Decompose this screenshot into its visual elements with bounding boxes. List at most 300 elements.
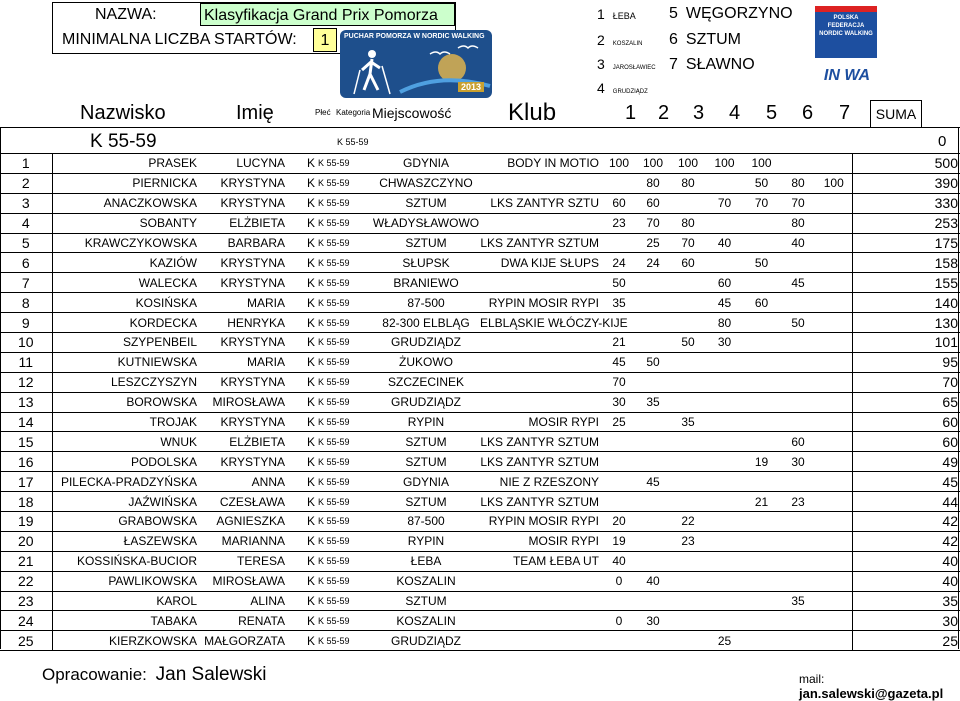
- round-7-points[interactable]: [816, 531, 852, 551]
- surname-cell[interactable]: WALECKA: [52, 273, 200, 293]
- row-number[interactable]: 25: [0, 631, 52, 651]
- round-5-points[interactable]: 50: [743, 253, 780, 273]
- round-6-points[interactable]: [780, 551, 816, 571]
- total-sum-cell[interactable]: 155: [852, 273, 960, 293]
- round-4-points[interactable]: [706, 531, 743, 551]
- total-sum-cell[interactable]: 40: [852, 571, 960, 591]
- surname-cell[interactable]: SZYPENBEIL: [52, 333, 200, 353]
- category-cell[interactable]: K 55-59: [318, 472, 372, 492]
- city-cell[interactable]: WŁADYSŁAWOWO: [372, 213, 480, 233]
- round-7-points[interactable]: [816, 412, 852, 432]
- surname-cell[interactable]: KAZIÓW: [52, 253, 200, 273]
- round-2-points[interactable]: [636, 372, 670, 392]
- row-number[interactable]: 5: [0, 233, 52, 253]
- round-7-points[interactable]: [816, 154, 852, 173]
- row-number[interactable]: 13: [0, 392, 52, 412]
- round-7-points[interactable]: [816, 631, 852, 651]
- surname-cell[interactable]: KRAWCZYKOWSKA: [52, 233, 200, 253]
- category-cell[interactable]: K 55-59: [318, 372, 372, 392]
- club-cell[interactable]: [480, 611, 602, 631]
- club-cell[interactable]: [480, 213, 602, 233]
- category-cell[interactable]: K 55-59: [318, 154, 372, 173]
- row-number[interactable]: 22: [0, 571, 52, 591]
- club-cell[interactable]: [480, 273, 602, 293]
- round-6-points[interactable]: [780, 472, 816, 492]
- category-cell[interactable]: K 55-59: [318, 173, 372, 193]
- surname-cell[interactable]: KOSSIŃSKA-BUCIOR: [52, 551, 200, 571]
- club-cell[interactable]: MOSIR RYPI: [480, 412, 602, 432]
- total-sum-cell[interactable]: 35: [852, 591, 960, 611]
- sex-cell[interactable]: K: [288, 392, 318, 412]
- row-number[interactable]: 12: [0, 372, 52, 392]
- round-2-points[interactable]: 40: [636, 571, 670, 591]
- first-name-cell[interactable]: ELŻBIETA: [200, 432, 288, 452]
- first-name-cell[interactable]: ANNA: [200, 472, 288, 492]
- round-5-points[interactable]: [743, 631, 780, 651]
- total-sum-cell[interactable]: 49: [852, 452, 960, 472]
- round-4-points[interactable]: 30: [706, 333, 743, 353]
- club-cell[interactable]: [480, 173, 602, 193]
- first-name-cell[interactable]: RENATA: [200, 611, 288, 631]
- sex-cell[interactable]: K: [288, 492, 318, 512]
- round-3-points[interactable]: [670, 352, 706, 372]
- round-3-points[interactable]: [670, 611, 706, 631]
- category-cell[interactable]: K 55-59: [318, 253, 372, 273]
- round-4-points[interactable]: [706, 432, 743, 452]
- round-2-points[interactable]: 45: [636, 472, 670, 492]
- total-sum-cell[interactable]: 158: [852, 253, 960, 273]
- round-5-points[interactable]: 50: [743, 173, 780, 193]
- total-sum-cell[interactable]: 101: [852, 333, 960, 353]
- row-number[interactable]: 23: [0, 591, 52, 611]
- surname-cell[interactable]: ŁASZEWSKA: [52, 531, 200, 551]
- round-4-points[interactable]: 60: [706, 273, 743, 293]
- round-6-points[interactable]: 60: [780, 432, 816, 452]
- round-1-points[interactable]: 35: [602, 293, 636, 313]
- surname-cell[interactable]: TROJAK: [52, 412, 200, 432]
- total-sum-cell[interactable]: 500: [852, 154, 960, 173]
- round-6-points[interactable]: 80: [780, 173, 816, 193]
- round-5-points[interactable]: [743, 412, 780, 432]
- surname-cell[interactable]: PAWLIKOWSKA: [52, 571, 200, 591]
- round-6-points[interactable]: 80: [780, 213, 816, 233]
- round-3-points[interactable]: [670, 571, 706, 591]
- round-3-points[interactable]: 60: [670, 253, 706, 273]
- round-2-points[interactable]: [636, 293, 670, 313]
- category-cell[interactable]: K 55-59: [318, 213, 372, 233]
- round-1-points[interactable]: 70: [602, 372, 636, 392]
- row-number[interactable]: 8: [0, 293, 52, 313]
- round-7-points[interactable]: [816, 392, 852, 412]
- round-4-points[interactable]: 100: [706, 154, 743, 173]
- round-5-points[interactable]: [743, 512, 780, 532]
- round-6-points[interactable]: [780, 412, 816, 432]
- row-number[interactable]: 17: [0, 472, 52, 492]
- first-name-cell[interactable]: MIROSŁAWA: [200, 571, 288, 591]
- surname-cell[interactable]: KORDECKA: [52, 313, 200, 333]
- category-cell[interactable]: K 55-59: [318, 412, 372, 432]
- round-2-points[interactable]: [636, 313, 670, 333]
- first-name-cell[interactable]: KRYSTYNA: [200, 193, 288, 213]
- sex-cell[interactable]: K: [288, 452, 318, 472]
- sex-cell[interactable]: K: [288, 173, 318, 193]
- round-2-points[interactable]: [636, 492, 670, 512]
- round-7-points[interactable]: [816, 253, 852, 273]
- city-cell[interactable]: SZTUM: [372, 452, 480, 472]
- round-4-points[interactable]: [706, 372, 743, 392]
- total-sum-cell[interactable]: 40: [852, 551, 960, 571]
- round-1-points[interactable]: 40: [602, 551, 636, 571]
- total-sum-cell[interactable]: 30: [852, 611, 960, 631]
- city-cell[interactable]: CHWASZCZYNO: [372, 173, 480, 193]
- first-name-cell[interactable]: KRYSTYNA: [200, 372, 288, 392]
- round-1-points[interactable]: 25: [602, 412, 636, 432]
- round-6-points[interactable]: [780, 333, 816, 353]
- row-number[interactable]: 21: [0, 551, 52, 571]
- round-2-points[interactable]: 24: [636, 253, 670, 273]
- first-name-cell[interactable]: MARIANNA: [200, 531, 288, 551]
- round-3-points[interactable]: 35: [670, 412, 706, 432]
- total-sum-cell[interactable]: 25: [852, 631, 960, 651]
- sex-cell[interactable]: K: [288, 313, 318, 333]
- round-4-points[interactable]: [706, 412, 743, 432]
- round-3-points[interactable]: 50: [670, 333, 706, 353]
- round-1-points[interactable]: [602, 591, 636, 611]
- round-1-points[interactable]: 21: [602, 333, 636, 353]
- round-5-points[interactable]: [743, 233, 780, 253]
- round-6-points[interactable]: [780, 293, 816, 313]
- round-2-points[interactable]: [636, 551, 670, 571]
- round-6-points[interactable]: [780, 372, 816, 392]
- round-3-points[interactable]: [670, 452, 706, 472]
- city-cell[interactable]: SZTUM: [372, 233, 480, 253]
- total-sum-cell[interactable]: 42: [852, 531, 960, 551]
- first-name-cell[interactable]: CZESŁAWA: [200, 492, 288, 512]
- round-6-points[interactable]: [780, 154, 816, 173]
- club-cell[interactable]: [480, 591, 602, 611]
- row-number[interactable]: 1: [0, 154, 52, 173]
- round-5-points[interactable]: [743, 392, 780, 412]
- round-2-points[interactable]: [636, 412, 670, 432]
- round-6-points[interactable]: [780, 253, 816, 273]
- round-4-points[interactable]: [706, 472, 743, 492]
- club-cell[interactable]: LKS ZANTYR SZTUM: [480, 452, 602, 472]
- category-cell[interactable]: K 55-59: [318, 333, 372, 353]
- round-2-points[interactable]: 35: [636, 392, 670, 412]
- surname-cell[interactable]: TABAKA: [52, 611, 200, 631]
- category-cell[interactable]: K 55-59: [318, 352, 372, 372]
- round-1-points[interactable]: 45: [602, 352, 636, 372]
- round-7-points[interactable]: [816, 551, 852, 571]
- club-cell[interactable]: [480, 392, 602, 412]
- round-2-points[interactable]: [636, 531, 670, 551]
- city-cell[interactable]: 82-300 ELBLĄG: [372, 313, 480, 333]
- round-1-points[interactable]: 30: [602, 392, 636, 412]
- row-number[interactable]: 7: [0, 273, 52, 293]
- round-7-points[interactable]: [816, 352, 852, 372]
- first-name-cell[interactable]: KRYSTYNA: [200, 173, 288, 193]
- row-number[interactable]: 2: [0, 173, 52, 193]
- sex-cell[interactable]: K: [288, 293, 318, 313]
- club-cell[interactable]: [480, 352, 602, 372]
- total-sum-cell[interactable]: 390: [852, 173, 960, 193]
- round-1-points[interactable]: [602, 452, 636, 472]
- round-1-points[interactable]: 50: [602, 273, 636, 293]
- round-5-points[interactable]: [743, 313, 780, 333]
- round-6-points[interactable]: [780, 531, 816, 551]
- round-4-points[interactable]: [706, 213, 743, 233]
- row-number[interactable]: 3: [0, 193, 52, 213]
- sex-cell[interactable]: K: [288, 551, 318, 571]
- round-7-points[interactable]: [816, 293, 852, 313]
- round-7-points[interactable]: [816, 273, 852, 293]
- round-1-points[interactable]: [602, 173, 636, 193]
- round-4-points[interactable]: [706, 253, 743, 273]
- round-1-points[interactable]: [602, 233, 636, 253]
- round-2-points[interactable]: [636, 273, 670, 293]
- round-3-points[interactable]: [670, 472, 706, 492]
- surname-cell[interactable]: PIERNICKA: [52, 173, 200, 193]
- round-7-points[interactable]: [816, 213, 852, 233]
- round-6-points[interactable]: 40: [780, 233, 816, 253]
- round-6-points[interactable]: 35: [780, 591, 816, 611]
- sex-cell[interactable]: K: [288, 253, 318, 273]
- round-4-points[interactable]: [706, 571, 743, 591]
- mail-value[interactable]: jan.salewski@gazeta.pl: [799, 686, 944, 701]
- sex-cell[interactable]: K: [288, 352, 318, 372]
- round-7-points[interactable]: [816, 512, 852, 532]
- category-cell[interactable]: K 55-59: [318, 313, 372, 333]
- first-name-cell[interactable]: TERESA: [200, 551, 288, 571]
- round-5-points[interactable]: [743, 571, 780, 591]
- surname-cell[interactable]: KAROL: [52, 591, 200, 611]
- round-5-points[interactable]: 21: [743, 492, 780, 512]
- category-cell[interactable]: K 55-59: [318, 512, 372, 532]
- round-3-points[interactable]: 80: [670, 213, 706, 233]
- sex-cell[interactable]: K: [288, 531, 318, 551]
- club-cell[interactable]: [480, 571, 602, 591]
- round-4-points[interactable]: 70: [706, 193, 743, 213]
- name-value-cell[interactable]: Klasyfikacja Grand Prix Pomorza: [200, 3, 455, 26]
- round-6-points[interactable]: 23: [780, 492, 816, 512]
- round-1-points[interactable]: [602, 631, 636, 651]
- total-sum-cell[interactable]: 140: [852, 293, 960, 313]
- city-cell[interactable]: RYPIN: [372, 412, 480, 432]
- round-6-points[interactable]: 30: [780, 452, 816, 472]
- city-cell[interactable]: RYPIN: [372, 531, 480, 551]
- city-cell[interactable]: SZTUM: [372, 492, 480, 512]
- category-cell[interactable]: K 55-59: [318, 392, 372, 412]
- round-3-points[interactable]: [670, 432, 706, 452]
- club-cell[interactable]: BODY IN MOTIO: [480, 154, 602, 173]
- city-cell[interactable]: ŻUKOWO: [372, 352, 480, 372]
- round-5-points[interactable]: [743, 273, 780, 293]
- category-cell[interactable]: K 55-59: [318, 631, 372, 651]
- club-cell[interactable]: DWA KIJE SŁUPS: [480, 253, 602, 273]
- round-5-points[interactable]: [743, 333, 780, 353]
- sex-cell[interactable]: K: [288, 631, 318, 651]
- round-2-points[interactable]: [636, 452, 670, 472]
- round-4-points[interactable]: 80: [706, 313, 743, 333]
- round-2-points[interactable]: 100: [636, 154, 670, 173]
- category-cell[interactable]: K 55-59: [318, 531, 372, 551]
- total-sum-cell[interactable]: 70: [852, 372, 960, 392]
- surname-cell[interactable]: JAŹWIŃSKA: [52, 492, 200, 512]
- city-cell[interactable]: SZTUM: [372, 193, 480, 213]
- round-2-points[interactable]: 30: [636, 611, 670, 631]
- city-cell[interactable]: KOSZALIN: [372, 571, 480, 591]
- round-3-points[interactable]: [670, 492, 706, 512]
- round-3-points[interactable]: [670, 372, 706, 392]
- category-cell[interactable]: K 55-59: [318, 452, 372, 472]
- city-cell[interactable]: GRUDZIĄDZ: [372, 392, 480, 412]
- round-7-points[interactable]: [816, 492, 852, 512]
- round-1-points[interactable]: 100: [602, 154, 636, 173]
- round-1-points[interactable]: [602, 472, 636, 492]
- total-sum-cell[interactable]: 45: [852, 472, 960, 492]
- city-cell[interactable]: SZCZECINEK: [372, 372, 480, 392]
- round-2-points[interactable]: 60: [636, 193, 670, 213]
- sex-cell[interactable]: K: [288, 472, 318, 492]
- club-cell[interactable]: [480, 333, 602, 353]
- sex-cell[interactable]: K: [288, 412, 318, 432]
- club-cell[interactable]: RYPIN MOSIR RYPI: [480, 512, 602, 532]
- sex-cell[interactable]: K: [288, 154, 318, 173]
- round-3-points[interactable]: [670, 293, 706, 313]
- city-cell[interactable]: 87-500: [372, 512, 480, 532]
- min-starts-value-cell[interactable]: 1: [313, 28, 337, 52]
- category-cell[interactable]: K 55-59: [318, 611, 372, 631]
- round-6-points[interactable]: [780, 631, 816, 651]
- category-cell[interactable]: K 55-59: [318, 432, 372, 452]
- round-7-points[interactable]: [816, 472, 852, 492]
- surname-cell[interactable]: KOSIŃSKA: [52, 293, 200, 313]
- round-3-points[interactable]: [670, 631, 706, 651]
- sex-cell[interactable]: K: [288, 273, 318, 293]
- sex-cell[interactable]: K: [288, 333, 318, 353]
- round-4-points[interactable]: [706, 392, 743, 412]
- round-6-points[interactable]: 50: [780, 313, 816, 333]
- club-cell[interactable]: RYPIN MOSIR RYPI: [480, 293, 602, 313]
- round-4-points[interactable]: [706, 452, 743, 472]
- first-name-cell[interactable]: MAŁGORZATA: [200, 631, 288, 651]
- surname-cell[interactable]: PODOLSKA: [52, 452, 200, 472]
- round-3-points[interactable]: [670, 591, 706, 611]
- round-3-points[interactable]: [670, 193, 706, 213]
- city-cell[interactable]: SZTUM: [372, 432, 480, 452]
- first-name-cell[interactable]: KRYSTYNA: [200, 253, 288, 273]
- round-1-points[interactable]: 60: [602, 193, 636, 213]
- club-cell[interactable]: LKS ZANTYR SZTUM: [480, 492, 602, 512]
- sex-cell[interactable]: K: [288, 571, 318, 591]
- sex-cell[interactable]: K: [288, 233, 318, 253]
- surname-cell[interactable]: ANACZKOWSKA: [52, 193, 200, 213]
- round-6-points[interactable]: 45: [780, 273, 816, 293]
- first-name-cell[interactable]: KRYSTYNA: [200, 333, 288, 353]
- total-sum-cell[interactable]: 95: [852, 352, 960, 372]
- first-name-cell[interactable]: KRYSTYNA: [200, 273, 288, 293]
- round-3-points[interactable]: 80: [670, 173, 706, 193]
- round-2-points[interactable]: [636, 512, 670, 532]
- round-2-points[interactable]: 25: [636, 233, 670, 253]
- round-5-points[interactable]: [743, 352, 780, 372]
- sex-cell[interactable]: K: [288, 591, 318, 611]
- row-number[interactable]: 24: [0, 611, 52, 631]
- round-1-points[interactable]: 20: [602, 512, 636, 532]
- round-7-points[interactable]: [816, 333, 852, 353]
- first-name-cell[interactable]: MIROSŁAWA: [200, 392, 288, 412]
- sex-cell[interactable]: K: [288, 432, 318, 452]
- club-cell[interactable]: ELBLĄSKIE WŁÓCZY-KIJE: [480, 313, 602, 333]
- round-5-points[interactable]: 60: [743, 293, 780, 313]
- round-6-points[interactable]: [780, 571, 816, 591]
- sex-cell[interactable]: K: [288, 213, 318, 233]
- first-name-cell[interactable]: HENRYKA: [200, 313, 288, 333]
- first-name-cell[interactable]: ALINA: [200, 591, 288, 611]
- row-number[interactable]: 14: [0, 412, 52, 432]
- category-cell[interactable]: K 55-59: [318, 571, 372, 591]
- total-sum-cell[interactable]: 175: [852, 233, 960, 253]
- round-3-points[interactable]: 23: [670, 531, 706, 551]
- city-cell[interactable]: GRUDZIĄDZ: [372, 333, 480, 353]
- round-1-points[interactable]: [602, 432, 636, 452]
- round-5-points[interactable]: [743, 213, 780, 233]
- row-number[interactable]: 11: [0, 352, 52, 372]
- first-name-cell[interactable]: KRYSTYNA: [200, 412, 288, 432]
- round-4-points[interactable]: 40: [706, 233, 743, 253]
- category-cell[interactable]: K 55-59: [318, 233, 372, 253]
- round-2-points[interactable]: [636, 333, 670, 353]
- surname-cell[interactable]: PILECKA-PRADZYŃSKA: [52, 472, 200, 492]
- round-6-points[interactable]: [780, 392, 816, 412]
- first-name-cell[interactable]: MARIA: [200, 352, 288, 372]
- round-5-points[interactable]: [743, 372, 780, 392]
- round-4-points[interactable]: [706, 611, 743, 631]
- round-4-points[interactable]: [706, 591, 743, 611]
- row-number[interactable]: 16: [0, 452, 52, 472]
- round-7-points[interactable]: [816, 591, 852, 611]
- round-2-points[interactable]: 50: [636, 352, 670, 372]
- round-5-points[interactable]: 70: [743, 193, 780, 213]
- round-7-points[interactable]: [816, 313, 852, 333]
- round-5-points[interactable]: [743, 472, 780, 492]
- surname-cell[interactable]: LESZCZYSZYN: [52, 372, 200, 392]
- round-3-points[interactable]: 70: [670, 233, 706, 253]
- round-2-points[interactable]: [636, 631, 670, 651]
- round-6-points[interactable]: [780, 352, 816, 372]
- sex-cell[interactable]: K: [288, 512, 318, 532]
- total-sum-cell[interactable]: 330: [852, 193, 960, 213]
- category-cell[interactable]: K 55-59: [318, 492, 372, 512]
- round-6-points[interactable]: [780, 611, 816, 631]
- round-7-points[interactable]: [816, 372, 852, 392]
- round-4-points[interactable]: [706, 173, 743, 193]
- first-name-cell[interactable]: KRYSTYNA: [200, 452, 288, 472]
- row-number[interactable]: 10: [0, 333, 52, 353]
- surname-cell[interactable]: WNUK: [52, 432, 200, 452]
- round-4-points[interactable]: [706, 551, 743, 571]
- city-cell[interactable]: GDYNIA: [372, 154, 480, 173]
- round-4-points[interactable]: [706, 492, 743, 512]
- total-sum-cell[interactable]: 130: [852, 313, 960, 333]
- round-7-points[interactable]: [816, 193, 852, 213]
- round-1-points[interactable]: 0: [602, 611, 636, 631]
- category-cell[interactable]: K 55-59: [318, 273, 372, 293]
- round-3-points[interactable]: 22: [670, 512, 706, 532]
- round-5-points[interactable]: 100: [743, 154, 780, 173]
- sex-cell[interactable]: K: [288, 372, 318, 392]
- row-number[interactable]: 6: [0, 253, 52, 273]
